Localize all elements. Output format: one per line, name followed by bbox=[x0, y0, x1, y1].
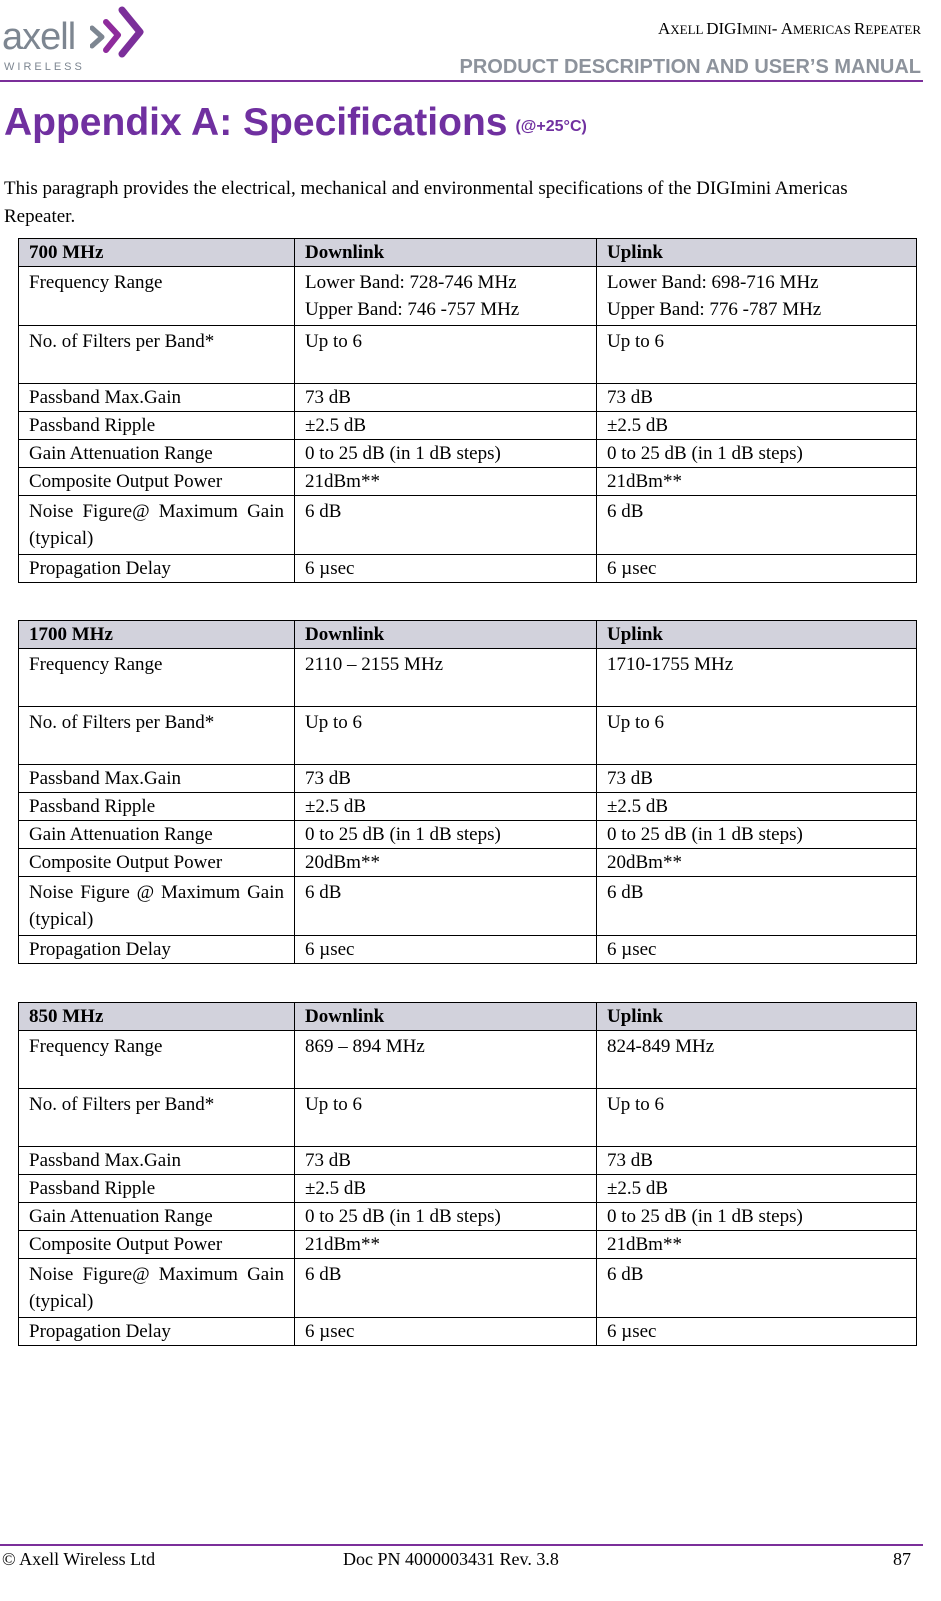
spec-table-1700mhz bbox=[18, 620, 917, 964]
header-product-name-part: EPEATER bbox=[865, 22, 921, 37]
table-row bbox=[19, 649, 917, 707]
table-row bbox=[19, 412, 917, 440]
table-header-row bbox=[19, 1003, 917, 1031]
uplink-value-line: ±2.5 dB bbox=[607, 796, 669, 817]
uplink-value-line: 73 dB bbox=[607, 768, 653, 789]
downlink-value-cell bbox=[295, 326, 597, 384]
downlink-value-line: 6 µsec bbox=[305, 1321, 355, 1342]
downlink-value-cell bbox=[295, 1231, 597, 1259]
downlink-value-cell bbox=[295, 877, 597, 936]
spec-label-cell: Noise Figure @ Maximum Gain (typical) bbox=[19, 877, 295, 936]
table-header-row bbox=[19, 239, 917, 267]
downlink-value-line: Upper Band: 746 -757 MHz bbox=[305, 299, 520, 320]
downlink-value-cell bbox=[295, 1175, 597, 1203]
header-product-name-part: MERICAS bbox=[792, 22, 855, 37]
downlink-value-line: 6 dB bbox=[305, 882, 342, 903]
uplink-value-cell bbox=[597, 1089, 917, 1147]
uplink-value-cell bbox=[597, 440, 917, 468]
downlink-value-cell bbox=[295, 1318, 597, 1346]
uplink-value-line: Up to 6 bbox=[607, 712, 664, 733]
downlink-value-cell bbox=[295, 1203, 597, 1231]
spec-label-cell: Passband Max.Gain bbox=[19, 1147, 295, 1175]
uplink-value-cell bbox=[597, 468, 917, 496]
header-manual-title: PRODUCT DESCRIPTION AND USER’S MANUAL bbox=[459, 56, 921, 78]
uplink-value-line: Lower Band: 698-716 MHz bbox=[607, 272, 819, 293]
header-product-name-part: A bbox=[657, 19, 671, 38]
downlink-value-line: 73 dB bbox=[305, 1150, 351, 1171]
downlink-value-line: 0 to 25 dB (in 1 dB steps) bbox=[305, 824, 501, 845]
downlink-value-cell bbox=[295, 412, 597, 440]
table-row bbox=[19, 877, 917, 936]
intro-paragraph: This paragraph provides the electrical, mechanical and environmental specifications of the DIGImini Americas Repeater. bbox=[4, 178, 848, 227]
uplink-value-line: 0 to 25 dB (in 1 dB steps) bbox=[607, 824, 803, 845]
table-row bbox=[19, 793, 917, 821]
uplink-value-cell bbox=[597, 765, 917, 793]
uplink-value-cell bbox=[597, 1318, 917, 1346]
uplink-value-cell bbox=[597, 496, 917, 555]
page-header bbox=[0, 0, 941, 84]
downlink-value-cell bbox=[295, 267, 597, 326]
table-header-row bbox=[19, 621, 917, 649]
page-title bbox=[4, 103, 587, 142]
table-row bbox=[19, 849, 917, 877]
downlink-value-line: 0 to 25 dB (in 1 dB steps) bbox=[305, 443, 501, 464]
table-row bbox=[19, 1231, 917, 1259]
uplink-value-cell bbox=[597, 936, 917, 964]
table-row bbox=[19, 326, 917, 384]
uplink-value-line: 21dBm** bbox=[607, 471, 682, 492]
table-row bbox=[19, 468, 917, 496]
title-temperature: (@+25°C) bbox=[515, 118, 587, 135]
uplink-value-line: 1710-1755 MHz bbox=[607, 654, 734, 675]
header-product-name-part: XELL bbox=[670, 22, 707, 37]
footer-divider bbox=[0, 1544, 923, 1546]
downlink-value-cell bbox=[295, 384, 597, 412]
spec-table-700mhz bbox=[18, 238, 917, 583]
downlink-value-cell bbox=[295, 1031, 597, 1089]
title-main: Appendix A: Specifications bbox=[4, 101, 508, 144]
table-row bbox=[19, 1089, 917, 1147]
uplink-value-line: 6 dB bbox=[607, 501, 644, 522]
uplink-value-line: 73 dB bbox=[607, 1150, 653, 1171]
table-row bbox=[19, 555, 917, 583]
downlink-value-line: Lower Band: 728-746 MHz bbox=[305, 272, 517, 293]
table-header-cell: Downlink bbox=[295, 1003, 597, 1031]
spec-label-cell: Propagation Delay bbox=[19, 555, 295, 583]
downlink-value-line: 6 µsec bbox=[305, 558, 355, 579]
downlink-value-line: ±2.5 dB bbox=[305, 1178, 367, 1199]
table-row bbox=[19, 1203, 917, 1231]
table-row bbox=[19, 440, 917, 468]
downlink-value-cell bbox=[295, 765, 597, 793]
downlink-value-cell bbox=[295, 649, 597, 707]
spec-label-cell: No. of Filters per Band* bbox=[19, 707, 295, 765]
table-header-cell: 700 MHz bbox=[19, 239, 295, 267]
uplink-value-line: 21dBm** bbox=[607, 1234, 682, 1255]
uplink-value-line: ±2.5 dB bbox=[607, 1178, 669, 1199]
downlink-value-cell bbox=[295, 936, 597, 964]
uplink-value-line: 6 µsec bbox=[607, 1321, 657, 1342]
uplink-value-line: 20dBm** bbox=[607, 852, 682, 873]
uplink-value-line: 0 to 25 dB (in 1 dB steps) bbox=[607, 443, 803, 464]
spec-label-cell: Noise Figure@ Maximum Gain (typical) bbox=[19, 496, 295, 555]
uplink-value-cell bbox=[597, 1175, 917, 1203]
downlink-value-line: Up to 6 bbox=[305, 331, 362, 352]
uplink-value-line: 6 µsec bbox=[607, 939, 657, 960]
table-header-cell: Uplink bbox=[597, 621, 917, 649]
spec-label-cell: Composite Output Power bbox=[19, 849, 295, 877]
table-row bbox=[19, 1259, 917, 1318]
downlink-value-line: ±2.5 dB bbox=[305, 415, 367, 436]
spec-label-cell: Composite Output Power bbox=[19, 1231, 295, 1259]
table-row bbox=[19, 707, 917, 765]
axell-logo bbox=[2, 4, 152, 76]
uplink-value-cell bbox=[597, 877, 917, 936]
downlink-value-line: 0 to 25 dB (in 1 dB steps) bbox=[305, 1206, 501, 1227]
uplink-value-line: 6 dB bbox=[607, 1264, 644, 1285]
spec-label-cell: Passband Ripple bbox=[19, 1175, 295, 1203]
header-product-name-part: - A bbox=[771, 19, 793, 38]
uplink-value-line: Up to 6 bbox=[607, 1094, 664, 1115]
uplink-value-line: Upper Band: 776 -787 MHz bbox=[607, 299, 822, 320]
downlink-value-cell bbox=[295, 821, 597, 849]
downlink-value-cell bbox=[295, 1147, 597, 1175]
downlink-value-cell bbox=[295, 1089, 597, 1147]
uplink-value-line: ±2.5 dB bbox=[607, 415, 669, 436]
spec-label-cell: Noise Figure@ Maximum Gain (typical) bbox=[19, 1259, 295, 1318]
downlink-value-cell bbox=[295, 1259, 597, 1318]
spec-label-cell: Propagation Delay bbox=[19, 1318, 295, 1346]
spec-label-cell: Gain Attenuation Range bbox=[19, 440, 295, 468]
header-product-name-part: R bbox=[854, 19, 866, 38]
uplink-value-cell bbox=[597, 707, 917, 765]
downlink-value-line: 2110 – 2155 MHz bbox=[305, 654, 444, 675]
uplink-value-cell bbox=[597, 821, 917, 849]
downlink-value-line: 6 dB bbox=[305, 501, 342, 522]
downlink-value-line: 20dBm** bbox=[305, 852, 380, 873]
spec-label-cell: Gain Attenuation Range bbox=[19, 821, 295, 849]
downlink-value-cell bbox=[295, 496, 597, 555]
table-row bbox=[19, 1175, 917, 1203]
spec-label-cell: Passband Max.Gain bbox=[19, 765, 295, 793]
table-header-cell: Downlink bbox=[295, 239, 597, 267]
table-row bbox=[19, 1318, 917, 1346]
downlink-value-cell bbox=[295, 440, 597, 468]
spec-table-850mhz bbox=[18, 1002, 917, 1346]
downlink-value-cell bbox=[295, 849, 597, 877]
table-row bbox=[19, 496, 917, 555]
uplink-value-cell bbox=[597, 412, 917, 440]
table-header-cell: Uplink bbox=[597, 239, 917, 267]
footer-copyright: © Axell Wireless Ltd bbox=[2, 1549, 156, 1569]
uplink-value-cell bbox=[597, 267, 917, 326]
uplink-value-cell bbox=[597, 1203, 917, 1231]
spec-label-cell: Passband Ripple bbox=[19, 412, 295, 440]
table-header-cell: 1700 MHz bbox=[19, 621, 295, 649]
footer-doc-number: Doc PN 4000003431 Rev. 3.8 bbox=[343, 1549, 559, 1569]
uplink-value-line: 6 dB bbox=[607, 882, 644, 903]
spec-label-cell: Passband Max.Gain bbox=[19, 384, 295, 412]
table-row bbox=[19, 267, 917, 326]
downlink-value-cell bbox=[295, 707, 597, 765]
downlink-value-cell bbox=[295, 468, 597, 496]
table-row bbox=[19, 765, 917, 793]
uplink-value-cell bbox=[597, 649, 917, 707]
uplink-value-cell bbox=[597, 1031, 917, 1089]
uplink-value-line: 0 to 25 dB (in 1 dB steps) bbox=[607, 1206, 803, 1227]
spec-label-cell: Gain Attenuation Range bbox=[19, 1203, 295, 1231]
spec-label-cell: Frequency Range bbox=[19, 1031, 295, 1089]
downlink-value-line: Up to 6 bbox=[305, 712, 362, 733]
uplink-value-line: 824-849 MHz bbox=[607, 1036, 715, 1057]
downlink-value-cell bbox=[295, 793, 597, 821]
header-divider bbox=[0, 80, 923, 82]
table-row bbox=[19, 1147, 917, 1175]
uplink-value-cell bbox=[597, 326, 917, 384]
uplink-value-cell bbox=[597, 1231, 917, 1259]
uplink-value-cell bbox=[597, 555, 917, 583]
spec-label-cell: No. of Filters per Band* bbox=[19, 326, 295, 384]
footer-page-number: 87 bbox=[893, 1549, 911, 1569]
header-product-name bbox=[658, 20, 921, 37]
downlink-value-line: 73 dB bbox=[305, 768, 351, 789]
downlink-value-cell bbox=[295, 555, 597, 583]
header-product-name-part: DIGI bbox=[706, 19, 743, 38]
header-product-name-part: MINI bbox=[742, 22, 772, 37]
downlink-value-line: 21dBm** bbox=[305, 1234, 380, 1255]
uplink-value-cell bbox=[597, 1259, 917, 1318]
downlink-value-line: 6 dB bbox=[305, 1264, 342, 1285]
spec-label-cell: Passband Ripple bbox=[19, 793, 295, 821]
uplink-value-line: 73 dB bbox=[607, 387, 653, 408]
spec-label-cell: No. of Filters per Band* bbox=[19, 1089, 295, 1147]
spec-label-cell: Composite Output Power bbox=[19, 468, 295, 496]
table-row bbox=[19, 1031, 917, 1089]
downlink-value-line: 21dBm** bbox=[305, 471, 380, 492]
uplink-value-cell bbox=[597, 384, 917, 412]
downlink-value-line: Up to 6 bbox=[305, 1094, 362, 1115]
spec-label-cell: Propagation Delay bbox=[19, 936, 295, 964]
table-row bbox=[19, 384, 917, 412]
spec-label-cell: Frequency Range bbox=[19, 267, 295, 326]
downlink-value-line: 73 dB bbox=[305, 387, 351, 408]
logo-wordmark: axell bbox=[2, 16, 76, 58]
table-row bbox=[19, 936, 917, 964]
table-header-cell: Uplink bbox=[597, 1003, 917, 1031]
uplink-value-line: 6 µsec bbox=[607, 558, 657, 579]
table-header-cell: 850 MHz bbox=[19, 1003, 295, 1031]
uplink-value-line: Up to 6 bbox=[607, 331, 664, 352]
uplink-value-cell bbox=[597, 793, 917, 821]
downlink-value-line: 869 – 894 MHz bbox=[305, 1036, 425, 1057]
uplink-value-cell bbox=[597, 1147, 917, 1175]
table-header-cell: Downlink bbox=[295, 621, 597, 649]
table-row bbox=[19, 821, 917, 849]
logo-subtext: WIRELESS bbox=[4, 61, 85, 73]
downlink-value-line: 6 µsec bbox=[305, 939, 355, 960]
uplink-value-cell bbox=[597, 849, 917, 877]
downlink-value-line: ±2.5 dB bbox=[305, 796, 367, 817]
spec-label-cell: Frequency Range bbox=[19, 649, 295, 707]
logo-chevron-icon bbox=[90, 4, 150, 60]
